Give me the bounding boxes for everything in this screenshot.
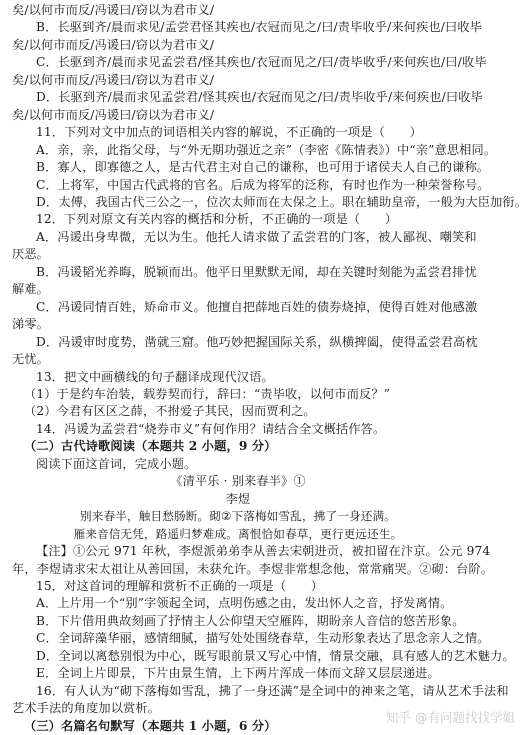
text-line: A．上片用一个“别”字领起全词，点明伤感之由，发出怀人之音，抒发离情。 [36,596,453,611]
text-line: 解难。 [12,282,50,297]
text-line: 11．下列对文中加点的词语相关内容的解说，不正确的一项是（ ） [36,125,422,140]
text-line: 李煜 [225,491,251,506]
text-line: （三）名篇名句默写（本题共 1 小题，6 分） [24,718,277,733]
text-line: 矣/以何市而反/冯谖曰/窃以为君市义/ [12,72,215,87]
text-line: 16．有人认为“砌下落梅如雪乱，拂了一身还满”是全词中的神来之笔，请从艺术手法和 [36,683,509,698]
text-line: 矣/以何市而反/冯谖曰/窃以为君市义/ [12,3,215,17]
text-line: 无忧。 [12,352,50,367]
text-line: B．长驱到齐/晨而求见/孟尝君怪其疾也/衣冠而见之/曰/责毕收乎/来何疾也/曰收毕 [36,20,483,35]
text-line: 矣/以何市而反/冯谖曰/窃以为君市义/ [12,37,215,52]
text-line: 别来春半，触目愁肠断。砌②下落梅如雪乱，拂了一身还满。 [80,509,396,524]
text-line: C．冯谖同情百姓，矫命市义。他擅自把薛地百姓的债券烧掉，使得百姓对他感激 [36,299,478,314]
text-line: D．全词以离愁别恨为中心，既写眼前景又写心中情，情景交融，具有感人的艺术魅力。 [36,648,515,663]
text-line: 雁来音信无凭，路遥归梦难成。离恨恰如春草，更行更远还生。 [73,526,403,541]
text-line: B．下片借用典故刻画了抒情主人公仰望天空雁阵，期盼亲人音信的悠苦形象。 [36,613,465,628]
text-line: B．冯谖韬光养晦，脱颖而出。他平日里默默无闻，却在关键时刻能为孟尝君排忧 [36,264,477,279]
text-line: B．寡人，即寡德之人，是古代君主对自己的谦称，也可用于诸侯夫人自己的谦称。 [36,160,490,175]
text-line: 年，李煜请求宋太祖让从善回国，未获允许。李煜非常想念他，常常痛哭。②砌：台阶。 [12,561,494,576]
text-line: 13．把文中画横线的句子翻译成现代汉语。 [36,369,274,384]
text-line: 15．对这首词的理解和赏析不正确的一项是（ ） [36,578,324,593]
watermark: 知乎 @有问题找找学姐 [382,707,519,727]
text-line: 12．下列对原文有关内容的概括和分析，不正确的一项是（ ） [36,212,398,227]
text-line: D．冯谖审时度势，凿就三窟。他巧妙把握国际关系，纵横捭阖，使得孟尝君高枕 [36,334,478,349]
text-line: 涕零。 [12,317,50,332]
text-line: C．上将军，中国古代武将的官名。后成为将军的泛称，有时也作为一种荣誉称号。 [36,177,490,192]
text-line: A．亲，亲，此指父母，与“外无期功强近之亲”（李密《陈情表》）中“亲”意思相同。 [36,142,497,157]
text-line: 阅读下面这首词，完成小题。 [36,456,197,471]
text-line: （2）今君有区区之薛，不拊爱子其民，因而贾利之。 [24,404,316,419]
text-line: 艺术手法的角度加以赏析。 [12,701,161,716]
text-line: 矣/以何市而反/冯谖曰/窃以为君市义/ [12,107,215,122]
text-line: E．全词上片即景，下片由景生情，上下两片浑成一体而文辞又层层递进。 [36,666,440,681]
text-line: 厌恶。 [12,247,50,262]
text-line: A．冯谖出身卑微，无以为生。他托人请求做了孟尝君的门客，被人鄙视、嘲笑和 [36,229,477,244]
text-line: （二）古代诗歌阅读（本题共 2 小题，9 分） [24,439,277,454]
text-line: 【注】①公元 971 年秋，李煜派弟弟李从善去宋朝进贡，被扣留在汴京。公元 974 [36,544,491,559]
text-line: （1）于是约车治装，载券契而行，辞曰：“责毕收，以何市而反？” [24,386,391,401]
text-line: D．太傅，我国古代三公之一，位次太师而在太保之上。职在辅助皇帝，一般为大臣加衔。 [36,194,527,209]
text-line: D．长驱到齐/晨而求见孟尝君/怪其疾也/衣冠而见之/曰/责毕收乎/来何疾也/曰收毕 [36,90,483,105]
text-line: C．长驱到齐/晨而求见孟尝君/怪其疾也/衣冠而见之/曰/责毕收乎/来何疾也/曰/收毕 [36,55,487,70]
text-line: 14．冯谖为孟尝君“烧券市义”有何作用？请结合全文概括作答。 [36,421,386,436]
text-line: 《清平乐 · 别来春半》① [170,474,306,489]
text-line: C．全词辞藻华丽，感情细腻，描写处处围绕春草，生动形象表达了思念亲人之情。 [36,631,490,646]
